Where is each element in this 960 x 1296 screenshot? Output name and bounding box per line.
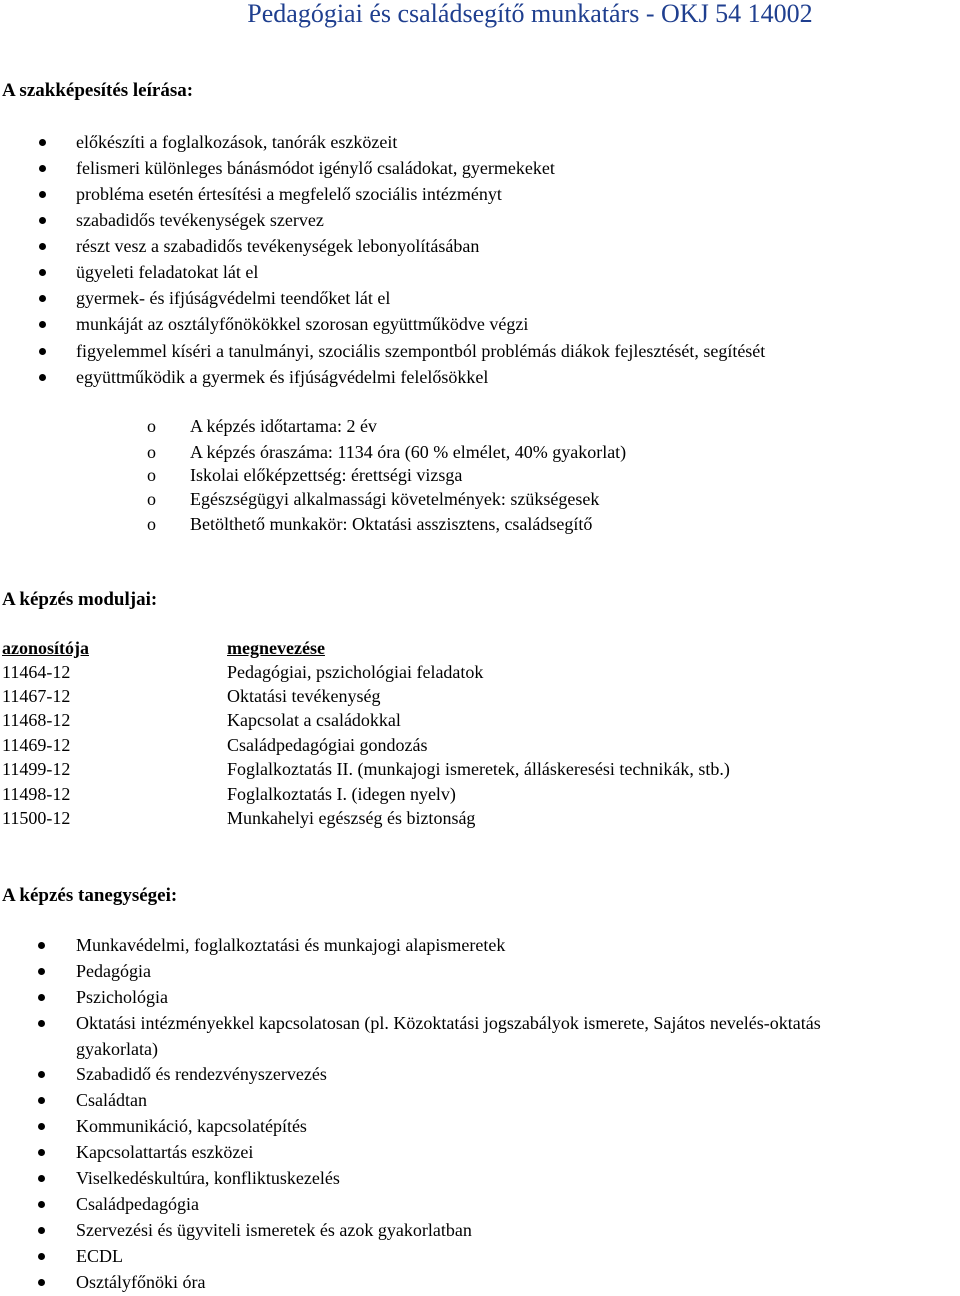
module-id: 11498-12 bbox=[2, 784, 71, 804]
description-heading: A szakképesítés leírása: bbox=[2, 80, 194, 101]
list-item: Munkavédelmi, foglalkoztatási és munkajogi alapismeretek bbox=[76, 935, 506, 955]
list-item: Szervezési és ügyviteli ismeretek és azok gyakorlatban bbox=[76, 1220, 472, 1240]
module-name: Pedagógiai, pszichológiai feladatok bbox=[227, 662, 484, 682]
module-id: 11464-12 bbox=[2, 662, 71, 682]
module-id: 11467-12 bbox=[2, 686, 71, 706]
list-item: előkészíti a foglalkozások, tanórák eszközeit bbox=[76, 132, 398, 152]
list-item: o Egészségügyi alkalmassági követelmények: szükségesek bbox=[190, 488, 599, 510]
list-item: Szabadidő és rendezvényszervezés bbox=[76, 1064, 327, 1084]
list-item: ügyeleti feladatokat lát el bbox=[76, 262, 259, 282]
list-item: Viselkedéskultúra, konfliktuskezelés bbox=[76, 1168, 340, 1188]
module-id: 11468-12 bbox=[2, 710, 71, 730]
module-id: 11469-12 bbox=[2, 735, 71, 755]
list-item: o A képzés időtartama: 2 év bbox=[190, 415, 377, 437]
list-item: Családtan bbox=[76, 1090, 147, 1110]
list-item: figyelemmel kíséri a tanulmányi, szociális szempontból problémás diákok fejlesztését, segítését bbox=[76, 341, 766, 361]
list-item: Pedagógia bbox=[76, 961, 151, 981]
module-name: Kapcsolat a családokkal bbox=[227, 710, 401, 730]
list-item: együttműködik a gyermek és ifjúságvédelmi felelősökkel bbox=[76, 367, 489, 387]
module-name: Családpedagógiai gondozás bbox=[227, 735, 428, 755]
module-name: Oktatási tevékenység bbox=[227, 686, 381, 706]
module-name: Foglalkoztatás I. (idegen nyelv) bbox=[227, 784, 456, 804]
column-header-id: azonosítója bbox=[2, 638, 89, 658]
list-item: felismeri különleges bánásmódot igénylő családokat, gyermekeket bbox=[76, 158, 555, 178]
module-id: 11500-12 bbox=[2, 808, 71, 828]
list-item: Osztályfőnöki óra bbox=[76, 1272, 206, 1292]
list-item: o Betölthető munkakör: Oktatási asszisztens, családsegítő bbox=[190, 513, 592, 535]
page-title: Pedagógiai és családsegítő munkatárs - OKJ 54 14002 bbox=[247, 0, 813, 28]
subjects-heading: A képzés tanegységei: bbox=[2, 885, 178, 906]
list-item: Kommunikáció, kapcsolatépítés bbox=[76, 1116, 307, 1136]
list-item: részt vesz a szabadidős tevékenységek lebonyolításában bbox=[76, 236, 480, 256]
list-item: Családpedagógia bbox=[76, 1194, 199, 1214]
list-item: Pszichológia bbox=[76, 987, 168, 1007]
module-id: 11499-12 bbox=[2, 759, 71, 779]
list-item-continuation: gyakorlata) bbox=[76, 1039, 158, 1059]
module-name: Munkahelyi egészség és biztonság bbox=[227, 808, 476, 828]
list-item: o Iskolai előképzettség: érettségi vizsga bbox=[190, 464, 462, 486]
list-item: o A képzés óraszáma: 1134 óra (60 % elmélet, 40% gyakorlat) bbox=[190, 441, 626, 463]
list-item: probléma esetén értesítési a megfelelő szociális intézményt bbox=[76, 184, 502, 204]
list-item: munkáját az osztályfőnökökkel szorosan együttműködve végzi bbox=[76, 314, 529, 334]
list-item: ECDL bbox=[76, 1246, 123, 1266]
list-item: Oktatási intézményekkel kapcsolatosan (pl. Közoktatási jogszabályok ismerete, Sajátos nevelés-oktatás bbox=[76, 1013, 821, 1033]
list-item: szabadidős tevékenységek szervez bbox=[76, 210, 324, 230]
column-header-name: megnevezése bbox=[227, 638, 325, 658]
list-item: Kapcsolattartás eszközei bbox=[76, 1142, 254, 1162]
module-name: Foglalkoztatás II. (munkajogi ismeretek, álláskeresési technikák, stb.) bbox=[227, 759, 730, 779]
list-item: gyermek- és ifjúságvédelmi teendőket lát el bbox=[76, 288, 391, 308]
modules-heading: A képzés moduljai: bbox=[2, 589, 158, 610]
